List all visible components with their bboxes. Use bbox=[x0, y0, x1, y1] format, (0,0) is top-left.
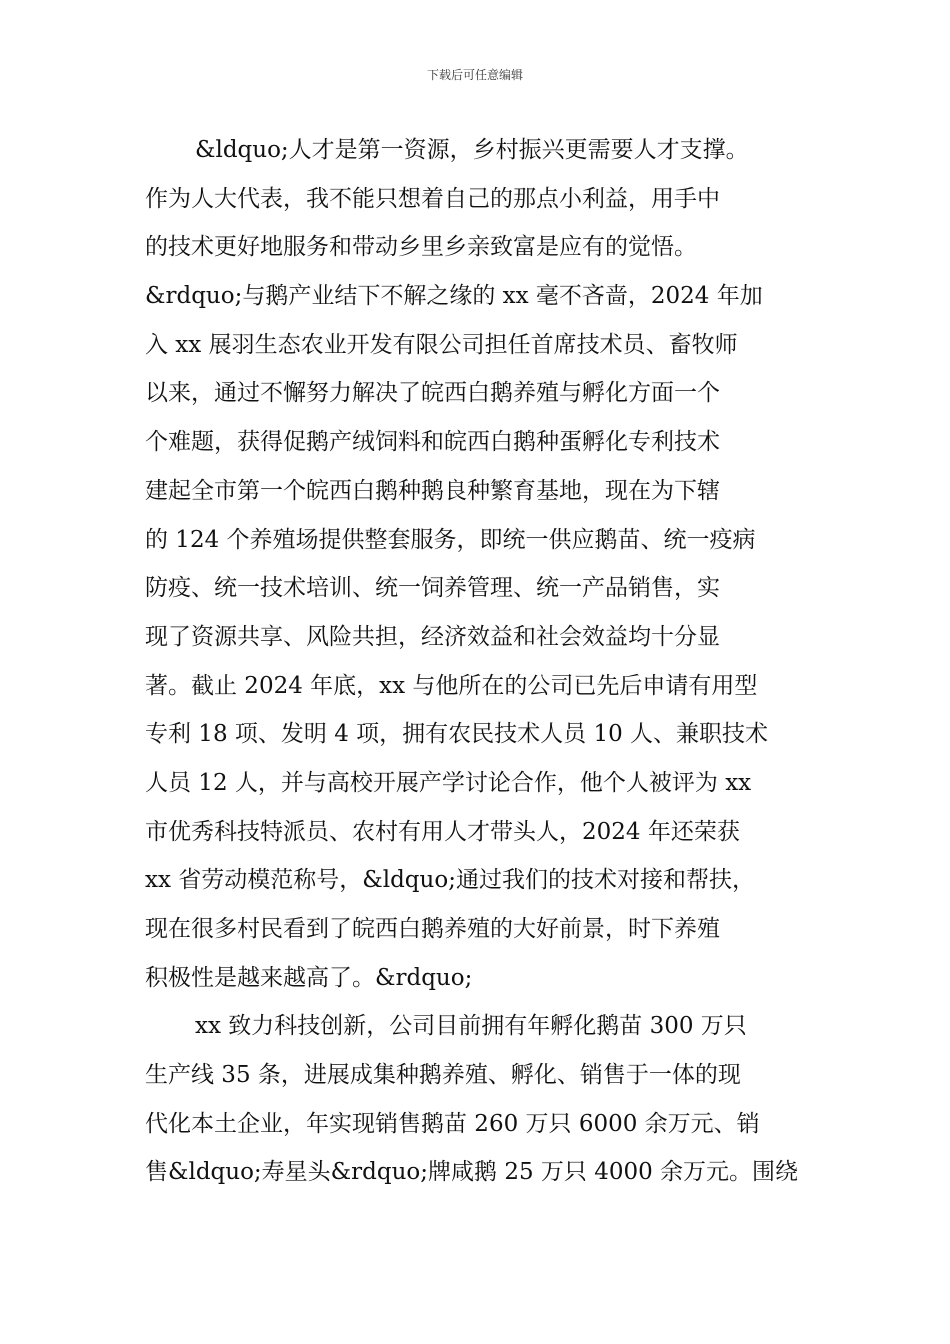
document-body bbox=[145, 126, 825, 1197]
text-line: 人员 12 人，并与高校开展产学讨论合作，他个人被评为 xx bbox=[145, 769, 752, 796]
text-line: 以来，通过不懈努力解决了皖西白鹅养殖与孵化方面一个 bbox=[145, 380, 720, 407]
paragraph-2 bbox=[145, 1002, 825, 1197]
text-line: 代化本土企业，年实现销售鹅苗 260 万只 6000 余万元、销 bbox=[145, 1110, 760, 1137]
text-line: 现了资源共享、风险共担，经济效益和社会效益均十分显 bbox=[145, 623, 720, 650]
text-line: 积极性是越来越高了。&rdquo; bbox=[145, 964, 473, 991]
text-line: 建起全市第一个皖西白鹅种鹅良种繁育基地，现在为下辖 bbox=[145, 477, 720, 504]
text-line: 入 xx 展羽生态农业开发有限公司担任首席技术员、畜牧师 bbox=[145, 331, 738, 358]
text-line: 现在很多村民看到了皖西白鹅养殖的大好前景，时下养殖 bbox=[145, 916, 720, 942]
text-line: 防疫、统一技术培训、统一饲养管理、统一产品销售，实 bbox=[145, 575, 720, 602]
text-line: 专利 18 项、发明 4 项，拥有农民技术人员 10 人、兼职技术 bbox=[145, 721, 769, 748]
text-line: 的 124 个养殖场提供整套服务，即统一供应鹅苗、统一疫病 bbox=[145, 526, 756, 553]
text-line: xx 省劳动模范称号，&ldquo;通过我们的技术对接和帮扶， bbox=[145, 867, 755, 894]
text-line: 作为人大代表，我不能只想着自己的那点小利益，用手中 bbox=[145, 185, 720, 212]
text-line: &ldquo;人才是第一资源，乡村振兴更需要人才支撑。 bbox=[195, 137, 749, 163]
text-line: xx 致力科技创新，公司目前拥有年孵化鹅苗 300 万只 bbox=[195, 1013, 747, 1040]
text-line: 著。截止 2024 年底，xx 与他所在的公司已先后申请有用型 bbox=[145, 672, 758, 699]
text-line: 市优秀科技特派员、农村有用人才带头人，2024 年还荣获 bbox=[145, 818, 740, 845]
paragraph-1 bbox=[145, 126, 825, 1002]
text-line: 个难题，获得促鹅产绒饲料和皖西白鹅种蛋孵化专利技术 bbox=[145, 429, 720, 456]
page-header: 下载后可任意编辑 bbox=[426, 68, 523, 82]
text-line: 售&ldquo;寿星头&rdquo;牌咸鹅 25 万只 4000 余万元。围绕 bbox=[145, 1159, 799, 1186]
text-line: 生产线 35 条，进展成集种鹅养殖、孵化、销售于一体的现 bbox=[145, 1062, 741, 1089]
text-line: &rdquo;与鹅产业结下不解之缘的 xx 毫不吝啬，2024 年加 bbox=[145, 283, 763, 310]
text-line: 的技术更好地服务和带动乡里乡亲致富是应有的觉悟。 bbox=[145, 234, 697, 261]
